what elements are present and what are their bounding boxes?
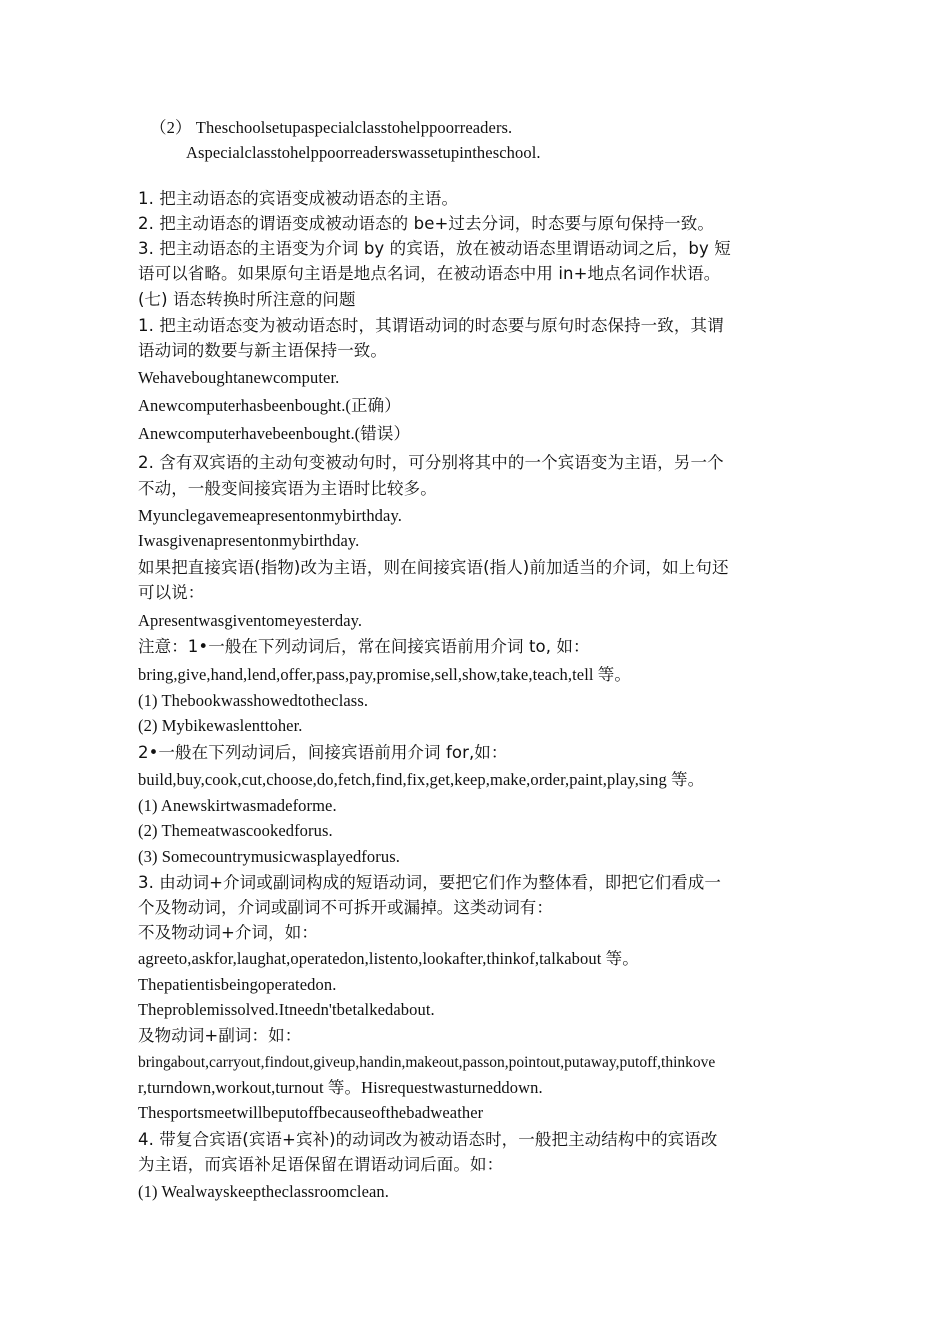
example-sentence: Apresentwasgiventomeyesterday. xyxy=(138,611,363,630)
example-sentence: (1) Wealwayskeeptheclassroomclean. xyxy=(138,1182,389,1201)
example-sentence: Myunclegavemeapresentonmybirthday. xyxy=(138,506,402,525)
verb-list-transitive: bringabout,carryout,findout,giveup,handin,makeout,passon,pointout,putaway,putoff,thinkove xyxy=(138,1054,716,1071)
rule-3-line-2: 语可以省略。如果原句主语是地点名词，在被动语态中用 in+地点名词作状语。 xyxy=(138,264,721,283)
point-3-line-1: 3. 由动词+介词或副词构成的短语动词，要把它们作为整体看，即把它们看成一 xyxy=(138,873,722,892)
example-active-sentence: （2） Theschoolsetupaspecialclasstohelppoorreaders. xyxy=(150,118,513,137)
verb-list-for: build,buy,cook,cut,choose,do,fetch,find,fix,get,keep,make,order,paint,play,sing 等。 xyxy=(138,770,705,789)
point-1-line-2: 语动词的数要与新主语保持一致。 xyxy=(138,341,387,360)
point-4-line-1: 4. 带复合宾语(宾语+宾补)的动词改为被动语态时，一般把主动结构中的宾语改 xyxy=(138,1130,718,1149)
verb-list-transitive-cont: r,turndown,workout,turnout 等。Hisrequestwasturneddown. xyxy=(138,1078,543,1097)
example-sentence: (3) Somecountrymusicwasplayedforus. xyxy=(138,847,400,866)
rule-1: 1. 把主动语态的宾语变成被动语态的主语。 xyxy=(138,189,459,208)
example-sentence: (2) Mybikewaslenttoher. xyxy=(138,716,303,735)
rule-2: 2. 把主动语态的谓语变成被动语态的 be+过去分词，时态要与原句保持一致。 xyxy=(138,214,714,233)
verb-list-intransitive: agreeto,askfor,laughat,operatedon,listento,lookafter,thinkof,talkabout 等。 xyxy=(138,949,639,968)
example-correct: Anewcomputerhasbeenbought.(正确） xyxy=(138,396,401,415)
example-sentence: Iwasgivenapresentonmybirthday. xyxy=(138,531,360,550)
rule-3-line-1: 3. 把主动语态的主语变为介词 by 的宾语，放在被动语态里谓语动词之后，by 短 xyxy=(138,239,731,258)
note-to-rule: 注意：1•一般在下列动词后，常在间接宾语前用介词 to, 如： xyxy=(138,637,590,656)
section-heading: (七) 语态转换时所注意的问题 xyxy=(138,290,356,309)
example-sentence: (1) Anewskirtwasmadeforme. xyxy=(138,796,337,815)
intransitive-heading: 不及物动词+介词，如： xyxy=(138,923,318,942)
transitive-heading: 及物动词+副词：如： xyxy=(138,1026,302,1045)
note-for-rule: 2•一般在下列动词后，间接宾语前用介词 for,如： xyxy=(138,743,508,762)
example-passive-sentence: Aspecialclasstohelppoorreaderswassetupintheschool. xyxy=(186,143,541,162)
verb-list-to: bring,give,hand,lend,offer,pass,pay,promise,sell,show,take,teach,tell 等。 xyxy=(138,665,632,684)
point-1-line-1: 1. 把主动语态变为被动语态时，其谓语动词的时态要与原句时态保持一致，其谓 xyxy=(138,316,724,335)
example-sentence: Thesportsmeetwillbeputoffbecauseofthebadweather xyxy=(138,1103,484,1122)
example-sentence: (1) Thebookwasshowedtotheclass. xyxy=(138,691,369,710)
note-line-1: 如果把直接宾语(指物)改为主语，则在间接宾语(指人)前加适当的介词，如上句还 xyxy=(138,558,729,577)
example-sentence: Thepatientisbeingoperatedon. xyxy=(138,975,337,994)
point-2-line-1: 2. 含有双宾语的主动句变被动句时，可分别将其中的一个宾语变为主语，另一个 xyxy=(138,453,724,472)
example-sentence: Theproblemissolved.Itneedn'tbetalkedabout. xyxy=(138,1000,435,1019)
point-2-line-2: 不动，一般变间接宾语为主语时比较多。 xyxy=(138,479,437,498)
example-sentence: (2) Themeatwascookedforus. xyxy=(138,821,333,840)
point-4-line-2: 为主语，而宾语补足语保留在谓语动词后面。如： xyxy=(138,1155,504,1174)
point-3-line-2: 个及物动词，介词或副词不可拆开或漏掉。这类动词有： xyxy=(138,898,553,917)
example-sentence: Wehaveboughtanewcomputer. xyxy=(138,368,340,387)
example-wrong: Anewcomputerhavebeenbought.(错误） xyxy=(138,424,411,443)
note-line-2: 可以说： xyxy=(138,583,205,602)
